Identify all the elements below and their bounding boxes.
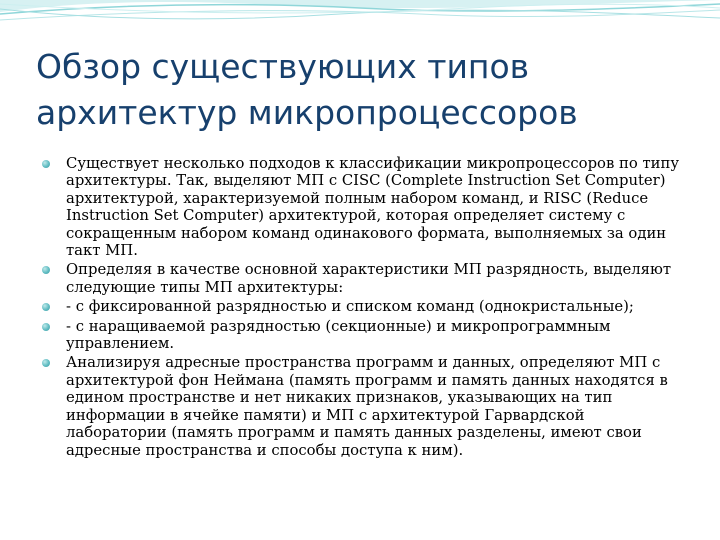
list-item-text: Существует несколько подходов к классификации микропроцессоров по типу архитектуры. Так, выделяют МП с CISC (Complete Instruction Set Computer) архитектурой, характеризуемой полным набором команд, и RISC (Reduce Instruction Set Computer) архитектурой, которая определяет систему с сокращенным набором команд одинакового формата, выполняемых за один такт МП.	[66, 155, 680, 260]
list-item	[36, 261, 686, 296]
list-item-text: Определяя в качестве основной характеристики МП разрядность, выделяют следующие типы МП архитектуры:	[66, 261, 672, 296]
list-item-text: Анализируя адресные пространства программ и данных, определяют МП с архитектурой фон Неймана (память программ и память данных находятся в едином пространстве и нет никаких признаков, указывающих на тип информации в ячейке памяти) и МП с архитектурой Гарвардской лаборатории (память программ и память данных разделены, имеют свои адресные пространства и способы доступа к ним).	[66, 354, 668, 459]
slide-title: Обзор существующих типов архитектур микропроцессоров	[36, 47, 578, 132]
list-item	[36, 354, 686, 458]
bullet-icon	[42, 359, 50, 367]
bullet-icon	[42, 266, 50, 274]
bullet-icon	[42, 160, 50, 168]
list-item-text: - с фиксированной разрядностью и списком команд (однокристальные);	[66, 298, 634, 316]
bullet-icon	[42, 323, 50, 331]
list-item-text: - с наращиваемой разрядностью (секционные) и микропрограммным управлением.	[66, 317, 611, 353]
list-item	[36, 318, 686, 353]
bullet-icon	[42, 303, 50, 311]
bullet-list	[36, 155, 686, 461]
list-item	[36, 298, 686, 315]
list-item	[36, 155, 686, 259]
